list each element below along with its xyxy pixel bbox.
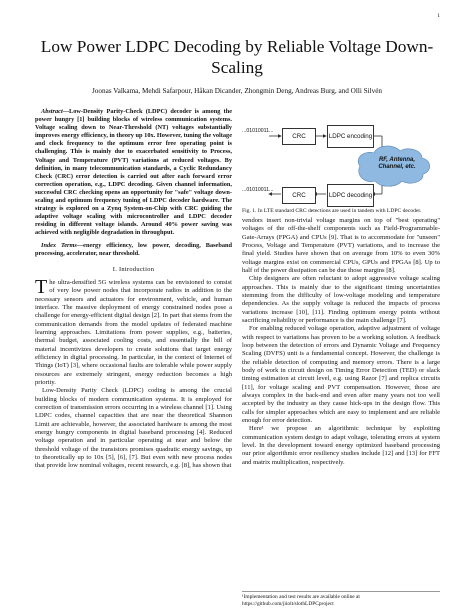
intro-text-1: he ultra-densified 5G wireless systems can be envisioned to consist of very low power nodes that incorporate radios in addition to the necessary sensors and actuators for environment, vehicle, and human interface. The massive deployment of energy constrained nodes pose a challenge for energy-efficient digital design [2]. In part that stems from the communication demands from the model updates of federated machine learning approaches. Limitations from power supplies, e.g., batteries, thermal budget, associated cooling costs, and essentially the bill of material incentivizes developers to create solutions that target energy efficiency in digital processing. In particular, in the context of Internet of Things (IoT) [3], where occasional faults are tolerable while power supply resources are extremely stringent, energy reduction becomes a high priority.: [35, 279, 232, 386]
right-paragraph-3: For enabling reduced voltage operation, adaptive adjustment of voltage with respect to variations has proven to be a working solution. A feedback loop between the detection of errors and Dynamic Voltage and Frequency Scaling (DVFS) unit is a fundamental concept. However, the challenge is the reliable detection of computing and memory errors. There is a large body of work in circuit design on Timing Error Detection (TED) or slack timing estimation at circuit level, e.g. using Razor [7] and replica circuits [11], for voltage scaling and PVT compensation. However, those are always complex in the back-end and even after many years not too well accepted by the industry as they cause hick-ups in the design flow. This calls for simpler approaches which are easy to implement and are reliable enough for error detection.: [242, 325, 440, 424]
right-column: [242, 217, 440, 467]
index-terms-text: —energy efficiency, low power, decoding, Baseband processing, accelerator, near threshold.: [35, 241, 233, 257]
index-terms-label: Index Terms: [41, 241, 77, 249]
bits-bottom: ...01010011...: [242, 187, 274, 193]
paper-title: Low Power LDPC Decoding by Reliable Voltage Down-Scaling: [40, 37, 434, 77]
bits-top: ...01010011...: [242, 128, 274, 134]
crc-box-top: CRC: [282, 128, 316, 145]
intro-paragraph-2: Low-Density Parity Check (LDPC) coding is among the crucial building blocks of modern communication systems. It is employed for correction of transmission errors occurring in a wireless channel [1]. Using LDPC codes, channel capacities that are near the theoretical Shannon Limit are achievable, however, the associated hardware is among the most energy hungry components in digital baseband processing [4]. Reduced voltage operation and in particular operating at near and below the threshold voltage of the transistors promises quadratic energy savings, up to theoretically up to 10x [5], [6], [7]. But even with new process nodes that provide low nominal voltages, recent research, e.g. [8], has shown that: [35, 387, 232, 470]
author-list: Joonas Valkama, Mehdi Safarpour, Håkan Dicander, Zhongmin Deng, Andreas Burg, and Olli Silvén: [92, 87, 382, 95]
abstract: [35, 108, 232, 238]
crc-box-bottom: CRC: [282, 187, 316, 204]
abstract-label: Abstract: [41, 108, 63, 115]
abstract-text: —Low-Density Parity-Check (LDPC) decoder is among the power hungry [1] building blocks of wireless communication systems. Voltage scaling down to Near-Threshold (NT) voltages substantially improves energy efficiency, in theory up 10x. However, tuning the voltage and clock frequency to the optimum error free operating point is challenging. This is mainly due to exacerbated sensitivity to Process, Voltage and Temperature (PVT) variations at reduced voltages. By definition, in many telecommunication standards, a Cyclic Redundancy Check (CRC) error detection is carried out after each forward error correction operation, e.g., LDPC decoding. Given channel information, successful CRC checking opens an opportunity for "safe" voltage down-scaling and optimum frequency tuning of LDPC decoder hardware. The strategy is explored on a Zynq System-on-Chip with CRC guiding the adaptive voltage scaling with microcontroller and LDPC decoder residing in different voltage islands. Around 40% power saving was achieved with negligible degradation in throughput.: [35, 108, 232, 237]
section-heading: I. Introduction: [112, 265, 155, 273]
channel-label: RF, Antenna, Channel, etc.: [378, 157, 416, 170]
intro-paragraph-1: [35, 276, 232, 387]
footnote: ¹Implementation and test results are available online at https://github.com/jiiolt/slothLDPCproject: [242, 591, 440, 607]
figure-caption: Fig. 1. In LTE standard CRC detections are used in tandem with LDPC decoder.: [242, 208, 422, 214]
right-paragraph-1: vendors insert non-trivial voltage margins on top of "best operating" voltages of the off-the-shelf components such as Field-Programmable-Gate-Arrays (FPGA) and CPUs [9]. That is to accommodate for "unseen" Process, Voltage and Temperature (PVT) variations, and to increase the final yield. Studies have shown that on average from 10% to even 30% voltage margins exist on commercial CPUs, GPUs and FPGAs [8]. Up to half of the power dissipation can be due those margins [8].: [242, 217, 440, 274]
left-column: [35, 108, 232, 471]
right-paragraph-2: Chip designers are often reluctant to adopt aggressive voltage scaling approaches. This is mainly due to the significant timing uncertainties stemming from the difficulty of low-voltage modeling and temperature dependencies. As the supply voltage is reduced the impacts of process variations increase [10], [11]. Finding optimum energy points without sacrificing reliability or performance is the main challenge [7].: [242, 275, 440, 324]
crc-ldpc-figure: [242, 110, 442, 206]
page-number: 1: [437, 13, 440, 19]
ldpc-encoding-box: LDPC encoding: [327, 125, 374, 148]
ldpc-decoding-box: LDPC decoding: [327, 184, 374, 207]
drop-cap: T: [35, 276, 48, 299]
index-terms: [35, 242, 232, 258]
right-paragraph-4: Here¹ we propose an algorithmic technique by exploiting communication system design to adapt voltage, tolerating errors at system level. In the development toward energy optimized baseband processing our prior algorithmic error resiliency studies include [12] and [13] for FFT and matrix multiplication, respectively.: [242, 425, 440, 466]
